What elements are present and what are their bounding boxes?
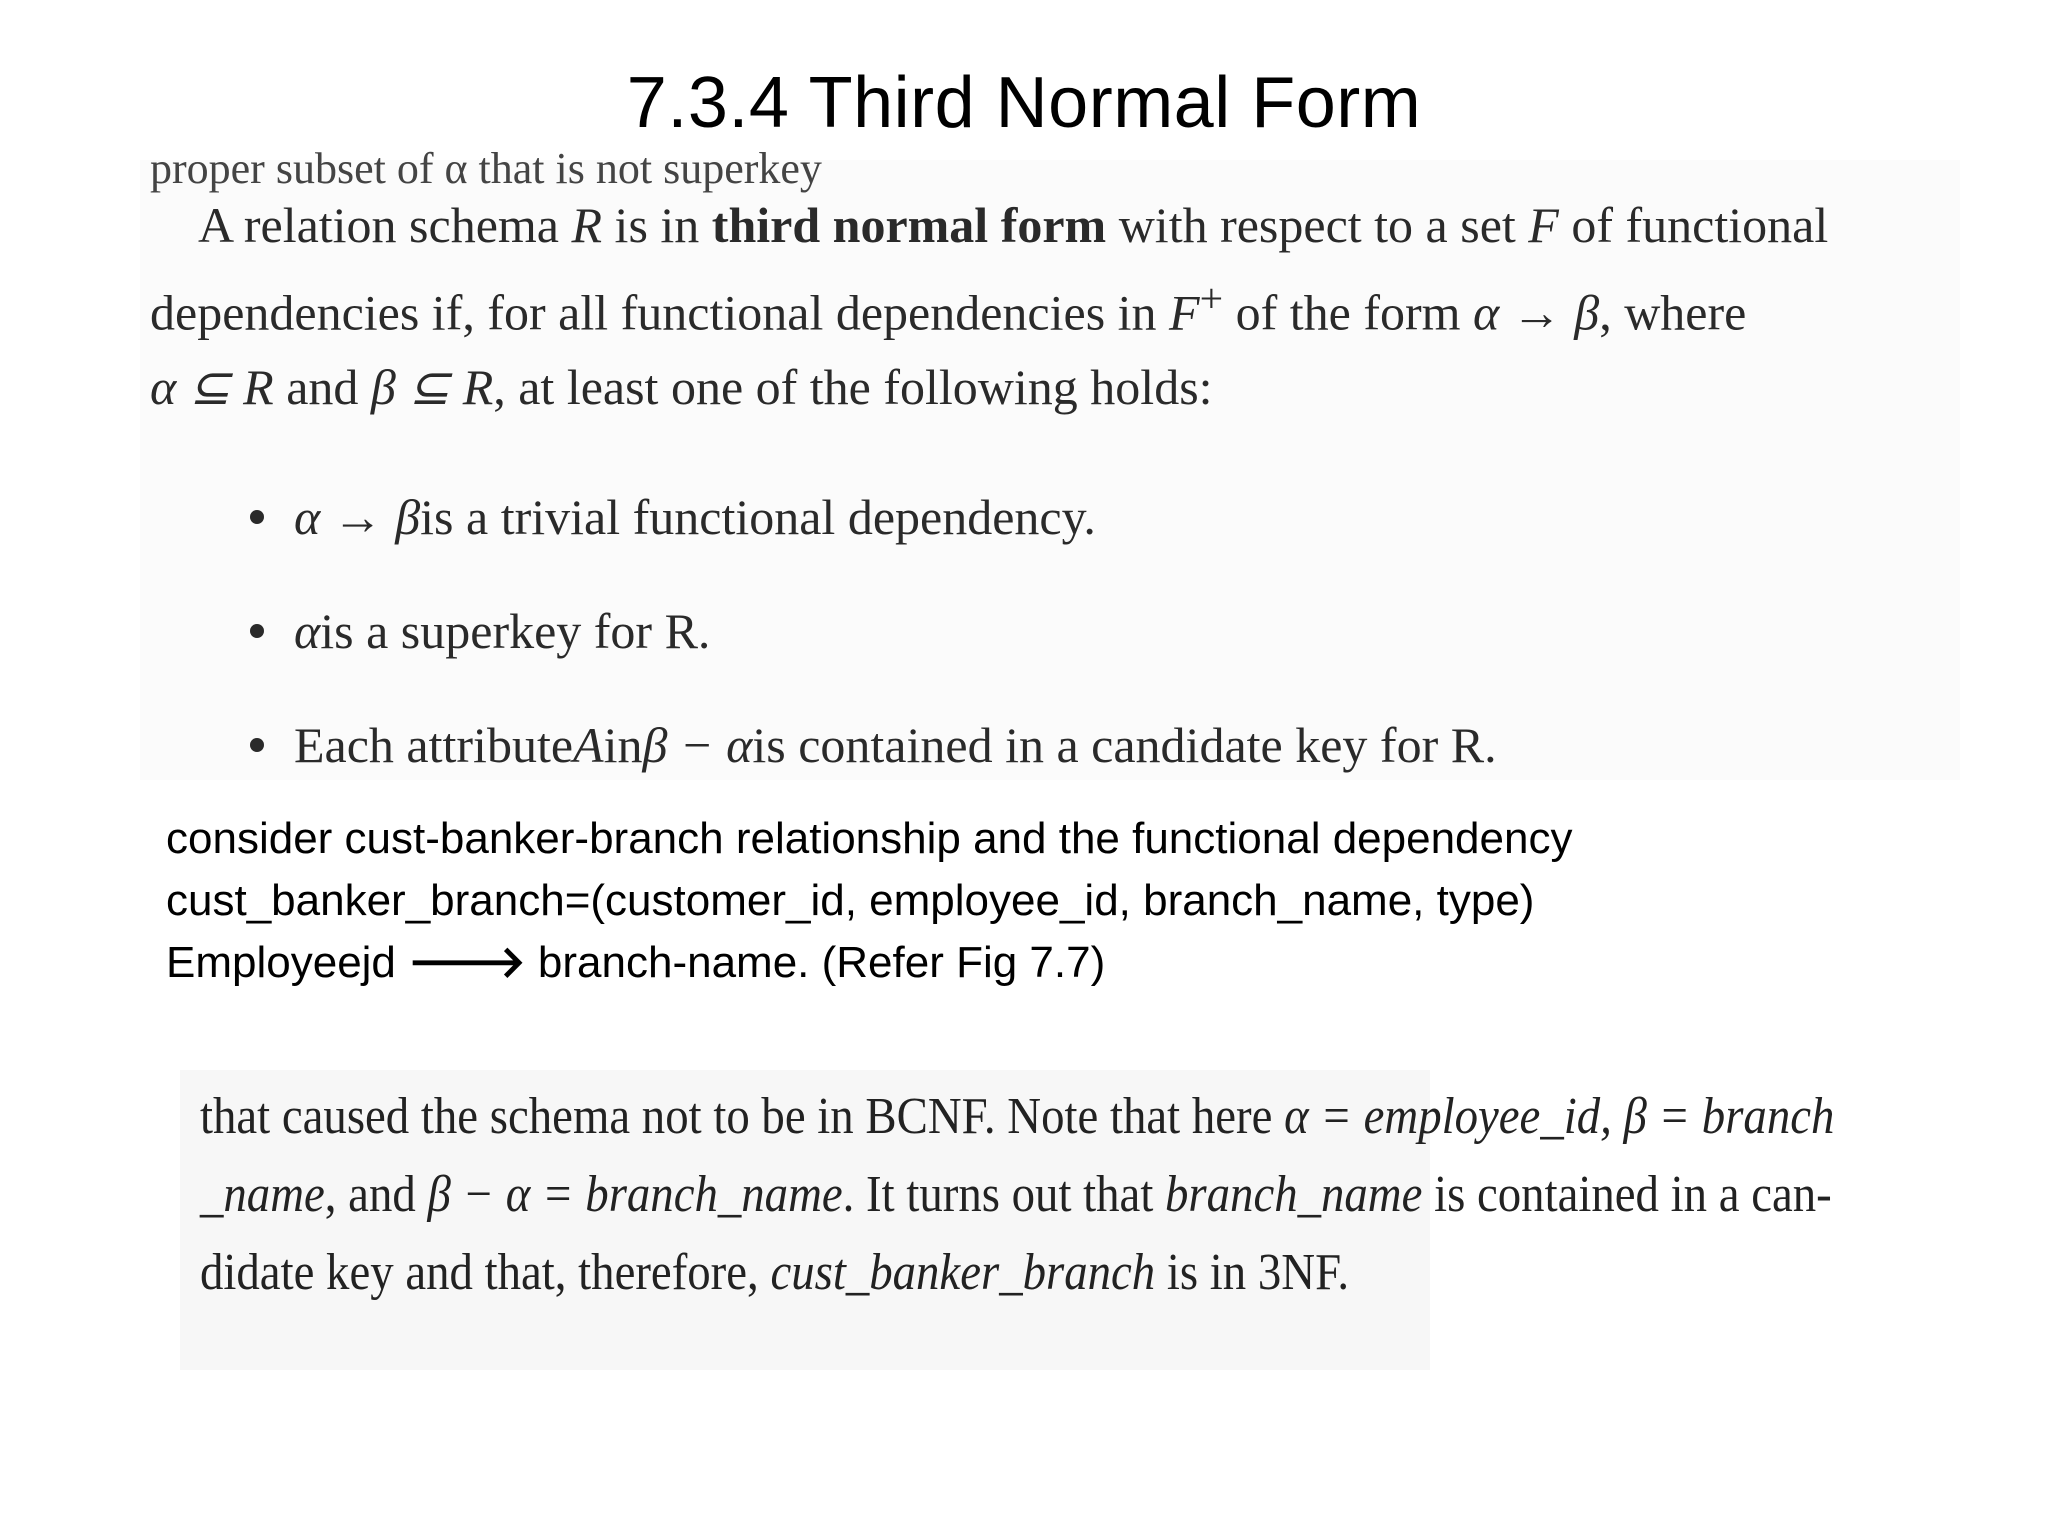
definition-line-2: dependencies if, for all functional dependencies in F+ of the form α → β, where: [150, 276, 1747, 341]
bcnf-line-3: didate key and that, therefore, cust_banker_branch is in 3NF.: [200, 1244, 1350, 1301]
example-line-3: Employeejd 🡒 branch-name. (Refer Fig 7.7): [166, 938, 1106, 987]
third-normal-form-definition: [150, 188, 1950, 424]
bcnf-line-1: that caused the schema not to be in BCNF. Note that here α = employee_id, β = branch: [200, 1088, 1835, 1145]
definition-term: third normal form: [711, 197, 1107, 253]
definition-line-3: α ⊆ R and β ⊆ R, at least one of the following holds:: [150, 358, 1213, 415]
bullet-icon: [250, 624, 264, 638]
condition-list: [250, 460, 1497, 802]
list-item: α is a superkey for R.: [250, 574, 1497, 688]
list-item: Each attribute A in β − α is contained in a candidate key for R.: [250, 688, 1497, 802]
bullet-icon: [250, 738, 264, 752]
example-line-1: consider cust-banker-branch relationship and the functional dependency: [166, 814, 1573, 863]
definition-line-1: A relation schema R is in third normal form with respect to a set F of functional: [198, 197, 1829, 253]
list-item: α → β is a trivial functional dependency.: [250, 460, 1497, 574]
bcnf-line-2: _name, and β − α = branch_name. It turns out that branch_name is contained in a can-: [200, 1166, 1832, 1223]
slide-title: 7.3.4 Third Normal Form: [626, 63, 1422, 143]
bcnf-scan-excerpt: [180, 1070, 1835, 1370]
bullet-icon: [250, 510, 264, 524]
cutoff-text-line: proper subset of α that is not superkey: [150, 144, 822, 193]
example-description: [166, 808, 1572, 994]
definition-scan-excerpt: [140, 144, 1960, 780]
bcnf-explanation: [200, 1078, 1834, 1312]
example-line-2: cust_banker_branch=(customer_id, employee_id, branch_name, type): [166, 876, 1535, 925]
right-arrow-icon: 🡒: [407, 938, 526, 987]
